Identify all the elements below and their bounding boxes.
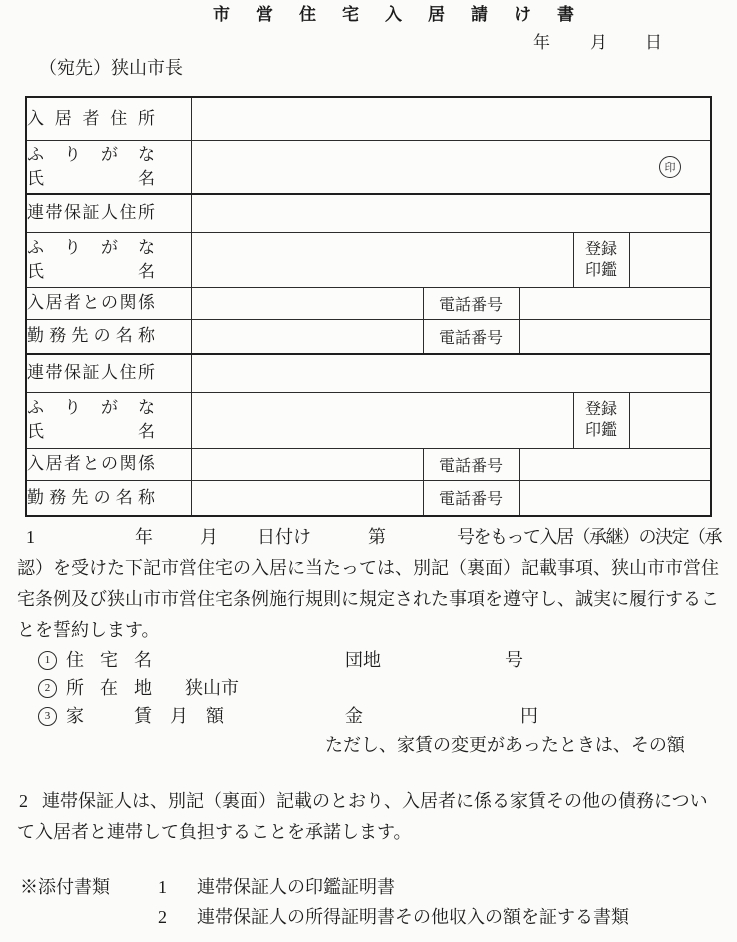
occupant-furigana-label: ふりがな [27,144,155,164]
occupant-address-label: 入居者住所 [27,108,155,128]
clause1-year-label: 年 [135,527,153,547]
attachment-1-text: 連帯保証人の印鑑証明書 [197,877,395,897]
relation-label: 入居者との関係 [27,454,155,473]
item-rent [17,702,737,730]
guarantor2-name-field [191,392,573,448]
clause1-number: 1 [26,527,35,547]
row-guarantor1-relation [26,287,711,319]
danchi-label: 団地 [345,650,381,670]
date-day-label: 日 [645,33,662,52]
clause1-day-label: 日付け [257,527,311,547]
monthly-amount-label: 月 額 [170,706,224,726]
guarantor1-seal-field [629,232,711,287]
relation-label: 入居者との関係 [27,293,155,312]
go-label: 号 [505,650,523,670]
attachments-label: ※添付書類 [20,877,110,897]
clause1-line1 [17,522,737,553]
attachment-1-number: 1 [158,877,167,897]
clause1-line1-tail: 号をもって入居（承継）の決定（承 [457,527,721,547]
row-occupant-name [26,140,711,194]
workplace-label: 勤務先の名称 [27,326,155,346]
clause2 [17,786,737,848]
guarantor1-name-field [191,232,573,287]
application-table [25,96,712,517]
row-guarantor1-name [26,232,711,287]
location-label: 所在地 [66,678,152,698]
kin-label: 金 [345,706,363,726]
circled-2-icon: 2 [38,679,57,698]
yen-label: 円 [520,706,538,726]
guarantor1-phone-field [519,287,711,319]
circled-1-icon: 1 [38,651,57,670]
clause2-line1-text: 連帯保証人は、別記（裏面）記載のとおり、入居者に係る家賃その他の債務につい [42,791,708,811]
clause1-line2: 認）を受けた下記市営住宅の入居に当たっては、別記（裏面）記載事項、狭山市市営住 [17,558,719,578]
guarantor1-name-label: 氏名 [27,261,155,281]
guarantor2-address-field [191,354,711,392]
clause1-line4: とを誓約します。 [17,620,160,640]
rent-change-note: ただし、家賃の変更があったときは、その額 [325,735,685,755]
attachment-line-2 [17,902,737,932]
item-location [17,674,737,702]
occupant-name-field [191,140,711,194]
guarantor2-name-label: 氏名 [27,422,155,441]
guarantor2-phone-field [519,448,711,480]
addressee: （宛先）狭山市長 [39,58,183,78]
housing-name-label: 住宅名 [66,650,152,670]
guarantor1-workplace-field [191,319,423,354]
phone-label: 電話番号 [423,319,519,354]
guarantor2-registered-seal-label: 登録 印鑑 [573,392,629,448]
guarantor2-seal-field [629,392,711,448]
guarantor2-relation-field [191,448,423,480]
clause1-number-prefix: 第 [368,527,386,547]
workplace-label: 勤務先の名称 [27,487,155,507]
phone-label: 電話番号 [423,448,519,480]
clause2-number: 2 [19,791,28,811]
row-guarantor2-workplace [26,480,711,516]
date-month-label: 月 [590,33,607,52]
guarantor1-workplace-phone-field [519,319,711,354]
guarantor1-address-field [191,194,711,232]
pledge-text [17,522,737,932]
row-occupant-address [26,97,711,140]
clause2-line1 [17,786,737,817]
guarantor1-registered-seal-label: 登録 印鑑 [573,232,629,287]
occupant-name-label: 氏名 [27,168,155,188]
guarantor2-furigana-label: ふりがな [27,398,155,417]
row-guarantor2-address [26,354,711,392]
seal-mark-icon: 印 [659,156,681,178]
row-guarantor1-workplace [26,319,711,354]
guarantor-address-label: 連帯保証人住所 [27,363,155,383]
row-guarantor2-relation [26,448,711,480]
phone-label: 電話番号 [423,480,519,516]
occupant-address-field [191,97,711,140]
attachment-2-text: 連帯保証人の所得証明書その他収入の額を証する書類 [197,907,629,927]
date-year-label: 年 [533,33,550,52]
location-value: 狭山市 [185,678,239,698]
guarantor2-workplace-phone-field [519,480,711,516]
clause1-month-label: 月 [200,527,218,547]
row-guarantor2-name [26,392,711,448]
guarantor-address-label: 連帯保証人住所 [27,203,155,223]
rent-label: 家賃 [66,706,152,726]
scanned-form-page [0,3,737,942]
guarantor1-relation-field [191,287,423,319]
guarantor2-workplace-field [191,480,423,516]
phone-label: 電話番号 [423,287,519,319]
date-line [0,26,737,52]
guarantor1-furigana-label: ふりがな [27,237,155,257]
clause1-line3: 宅条例及び狭山市市営住宅条例施行規則に規定された事項を遵守し、誠実に履行するこ [17,589,719,609]
page-title: 市営住宅入居請け書 [213,5,600,24]
row-guarantor1-address [26,194,711,232]
item-housing-name [17,646,737,674]
attachment-2-number: 2 [158,907,167,927]
clause2-line2: て入居者と連帯して負担することを承諾します。 [17,822,412,842]
attachments-section [17,872,737,932]
attachment-line-1 [17,872,737,902]
circled-3-icon: 3 [38,707,57,726]
